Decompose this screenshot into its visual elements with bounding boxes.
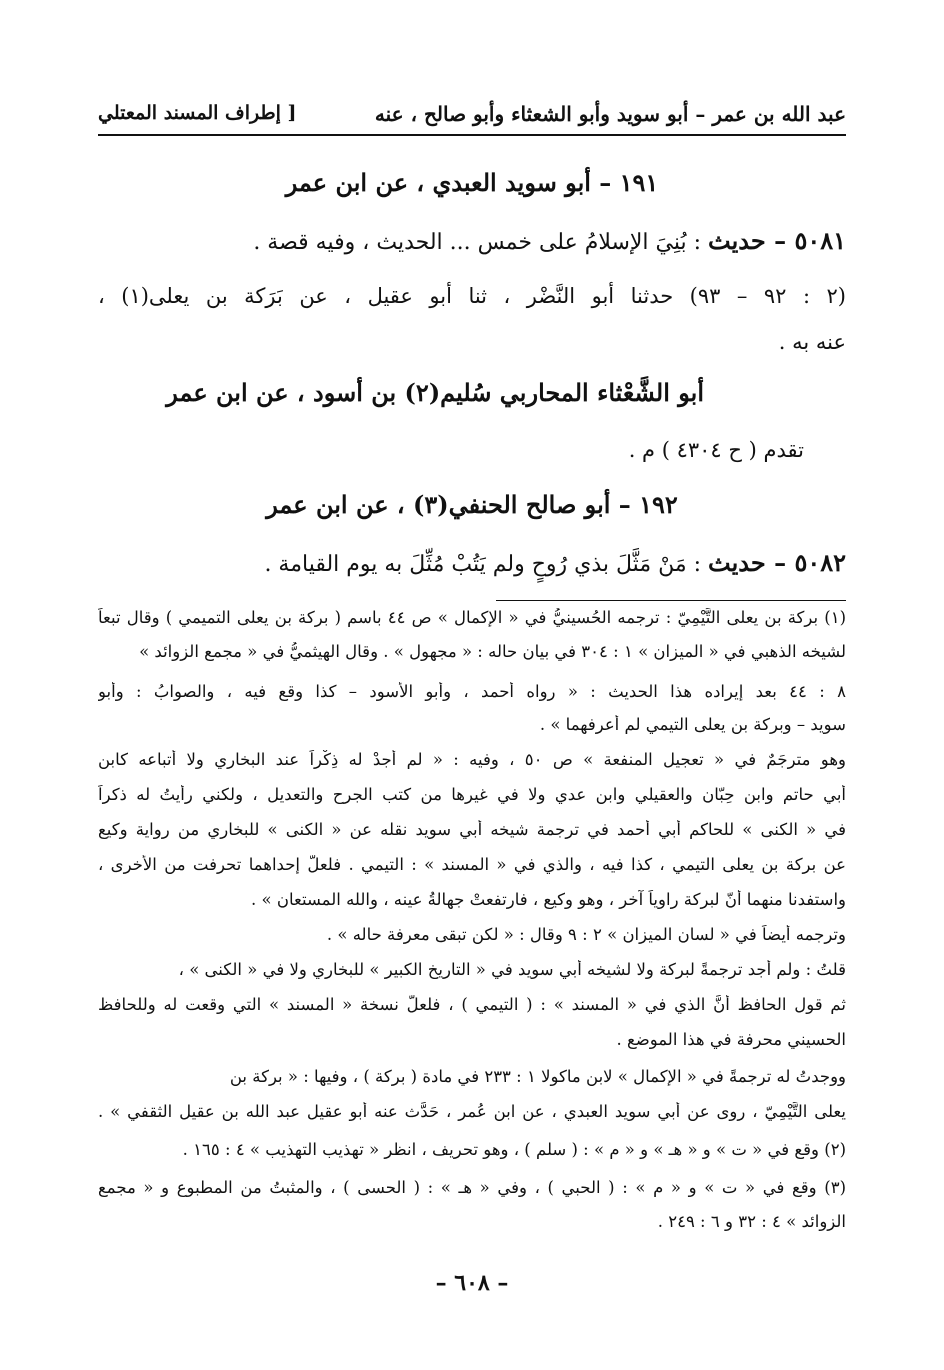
section-heading-192: ١٩٢ – أبو صالح الحنفي(٣) ، عن ابن عمر <box>266 490 678 519</box>
hadith-number: ٥٠٨١ – حديث <box>708 226 846 255</box>
section-heading-191: ١٩١ – أبو سويد العبدي ، عن ابن عمر <box>285 168 659 197</box>
isnad-line: عنه به . <box>778 330 846 354</box>
footnote-line: الزوائد » ٤ : ٣٢ و ٦ : ٢٤٩ . <box>657 1212 846 1231</box>
hadith-text: : مَنْ مَثَّلَ بذي رُوحٍ ولم يَتُبْ مُثِّلَ به يوم القيامة . <box>264 552 702 577</box>
footnote-line: في « الكنى » للحاكم أبي أحمد في ترجمة شيخه أبي سويد نقله عن « الكنى » للبخاري من رواية وكيع <box>98 820 846 839</box>
footnote-line: عن بركة بن يعلى التيمي ، كذا فيه ، والذي في « المسند » : التيمي . فلعلّ إحداهما تحرفت من الأخرى ، <box>98 855 846 874</box>
section-heading-shaatha: أبو الشَّعْثاء المحاربي سُليم(٢) بن أسود ، عن ابن عمر <box>166 378 704 407</box>
hadith-text: : بُنِيَ الإسلامُ على خمس ... الحديث ، وفيه قصة . <box>253 230 702 255</box>
hadith-5081 <box>253 226 846 255</box>
cross-reference: تقدم ( ح ٤٣٠٤ ) م . <box>628 438 804 462</box>
footnote-line: ٨ : ٤٤ بعد إيراده هذا الحديث : « رواه أحمد ، وأبو الأسود – كذا وقع فيه ، والصوابُ : وأبو <box>98 682 846 701</box>
header-chapter-title: عبد الله بن عمر – أبو سويد وأبو الشعثاء وأبو صالح ، عنه <box>374 102 846 126</box>
footnote-line: وهو مترجَمٌ في « تعجيل المنفعة » ص ٥٠ ، وفيه : « لم أجدْ له ذِكْراً عند البخاري ولا أتباعه كابن <box>98 750 846 769</box>
isnad-line: (٢ : ٩٢ – ٩٣) حدثنا أبو النَّضْر ، ثنا أبو عقيل ، عن بَرَكة بن يعلى(١) ، <box>98 284 846 308</box>
footnote-line: (٣) وقع في « ت » و « م » : ( الحبي ) ، وفي « هـ » : ( الحسى ) ، والمثبتُ من المطبوع و « مجمع <box>98 1178 846 1197</box>
running-header <box>98 100 846 136</box>
hadith-5082 <box>264 548 846 577</box>
footnote-line: الحسيني محرفة في هذا الموضع . <box>616 1030 846 1049</box>
hadith-number: ٥٠٨٢ – حديث <box>708 548 846 577</box>
footnote-line: يعلى التَّيْمِيّ ، روى عن أبي سويد العبدي ، عن ابن عُمر ، حَدَّث عنه أبو عقيل عبد الله بن عقيل الثقفي » . <box>98 1102 846 1121</box>
footnote-line: قلتُ : ولم أجد ترجمةً لبركة ولا لشيخه أبي سويد في « التاريخ الكبير » للبخاري ولا في « الكنى » ، <box>178 960 846 979</box>
footnote-line: ثم قول الحافظ أنَّ الذي في « المسند » : ( التيمي ) ، فلعلَّ نسخة « المسند » التي وقعت له وللحافظ <box>98 995 846 1014</box>
footnote-separator <box>496 600 846 601</box>
footnote-line: لشيخه الذهبي في « الميزان » ١ : ٣٠٤ في بيان حاله : « مجهول » . وقال الهيثميُّ في « مجمع الزوائد » <box>139 642 846 661</box>
footnote-line: واستفدنا منهما أنّ لبركة راوياً آخر ، وهو وكيع ، فارتفعتْ جهالةُ عينه ، والله المستعان » . <box>251 890 846 909</box>
footnote-line: (٢) وقع في « ت » و « هـ » و « م » : ( سلم ) ، وهو تحريف ، انظر « تهذيب التهذيب » ٤ : ١٦٥ . <box>182 1140 846 1159</box>
footnote-line: (١) بركة بن يعلى التَّيْمِيّ : ترجمه الحُسينيُّ في « الإكمال » ص ٤٤ باسم ( بركة بن يعلى التميمي ) وقال تبعاً <box>98 608 846 627</box>
footnote-line: أبي حاتم وابن حِبّان والعقيلي وابن عدي ولا في غيرها من كتب الجرح والتعديل ، ولكني رأيتُ له ذكراً <box>98 785 846 804</box>
footnote-line: سويد – وبركة بن يعلى التيمي لم أعرفهما » . <box>539 715 846 734</box>
header-book-title: [ إطراف المسند المعتلي <box>98 102 297 124</box>
page-number: – ٦٠٨ – <box>435 1270 509 1296</box>
footnote-line: وترجمه أيضاً في « لسان الميزان » ٢ : ٩ وقال : « لكن تبقى معرفة حاله » . <box>326 925 846 944</box>
footnote-line: ووجدتُ له ترجمةً في « الإكمال » لابن ماكولا ١ : ٢٣٣ في مادة ( بركة ) ، وفيها : « بركة بن <box>229 1067 846 1086</box>
